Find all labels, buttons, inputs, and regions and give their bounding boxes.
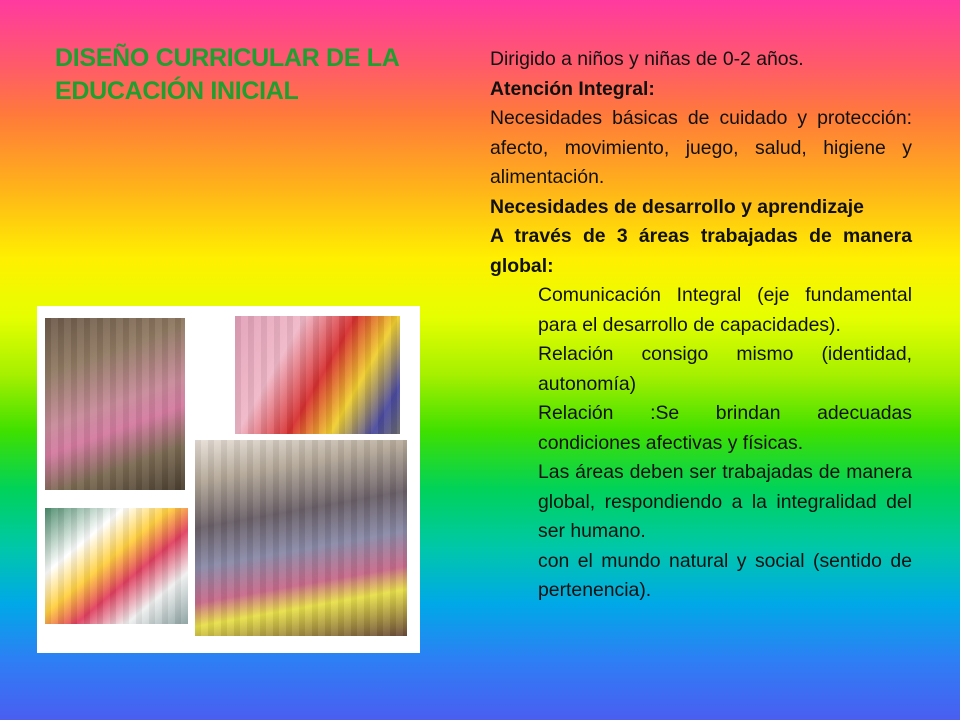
content-text [490,45,912,606]
area-item: con el mundo natural y social (sentido de pertenencia). [538,549,912,601]
area-item: Las áreas deben ser trabajadas de manera global, respondiendo a la integralidad del ser humano. [538,461,912,542]
area-item: Relación :Se brindan adecuadas condiciones afectivas y físicas. [538,402,912,454]
intro-text: Dirigido a niños y niñas de 0-2 años. [490,48,804,70]
basic-needs-text: Necesidades básicas de cuidado y protección: afecto, movimiento, juego, salud, higiene y alimentación. [490,107,912,188]
title-line-1: DISEÑO CURRICULAR DE LA [55,44,400,72]
photo-children-at-table [45,508,188,624]
photo-child-playing-toys [235,316,400,434]
areas-intro: A través de 3 áreas trabajadas de manera global: [490,225,912,277]
photo-collage [37,306,420,653]
photo-children-group [195,440,407,636]
development-needs-heading: Necesidades de desarrollo y aprendizaje [490,195,864,218]
area-item: Comunicación Integral (eje fundamental para el desarrollo de capacidades). [538,284,912,336]
title-line-2: EDUCACIÓN INICIAL [55,77,299,105]
area-item: Relación consigo mismo (identidad, autonomía) [538,343,912,395]
page-title [55,42,465,108]
photo-caregiver-with-child [45,318,185,490]
attention-heading: Atención Integral: [490,77,655,100]
